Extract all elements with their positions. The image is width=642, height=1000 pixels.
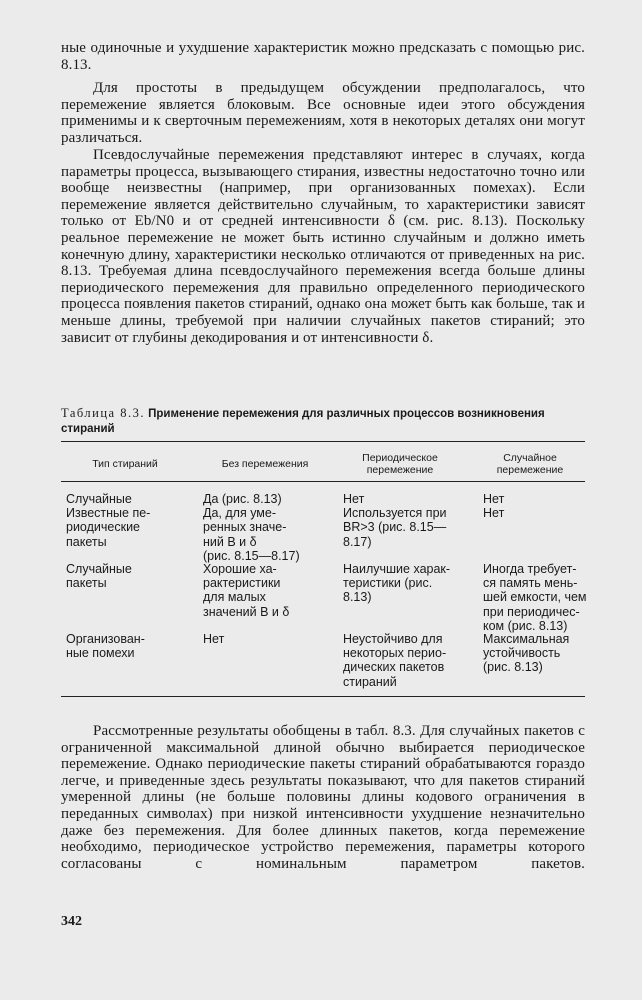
table-cell: Случайные Известные пе- риодические пакеты <box>66 492 151 549</box>
table-label: Таблица 8.3. <box>61 406 145 420</box>
table-cell: Максимальная устойчивость (рис. 8.13) <box>483 632 570 675</box>
table-cell: Организован- ные помехи <box>66 632 145 661</box>
table-top-rule <box>61 441 585 442</box>
paragraph-1: ные одиночные и ухудшение характеристик можно предсказать с помощью рис. 8.13. <box>61 40 585 73</box>
table-cell: Да (рис. 8.13) Да, для уме- ренных значе- ний B и δ (рис. 8.15—8.17) <box>203 492 300 563</box>
table-header-no-interleaving: Без перемежения <box>221 458 309 470</box>
table-cell: Случайные пакеты <box>66 562 132 591</box>
table-cell: Наилучшие харак- теристики (рис. 8.13) <box>343 562 451 605</box>
table-bottom-rule <box>61 696 585 697</box>
table-header-random: Случайное перемежение <box>496 452 564 476</box>
table-cell: Нет Используется при BR>3 (рис. 8.15— 8.17) <box>343 492 447 549</box>
table-cell: Неустойчиво для некоторых перио- дических пакетов стираний <box>343 632 447 689</box>
table-cell: Нет Нет <box>483 492 505 521</box>
table-header-periodic: Периодическое перемежение <box>362 452 438 476</box>
table-header-rule <box>61 481 585 482</box>
table-cell: Хорошие ха- рактеристики для малых значений B и δ <box>203 562 290 619</box>
table-caption <box>61 406 585 436</box>
table-cell: Нет <box>203 632 225 646</box>
table-header-erasure-type: Тип стираний <box>92 458 158 470</box>
paragraph-2: Для простоты в предыдущем обсуждении предполагалось, что перемежение является блоковым. Все основные идеи этого обсуждения применимы и к сверточным перемежениям, хотя в некоторых деталях они могут различаться. <box>61 80 585 146</box>
table-cell: Иногда требует- ся память мень- шей емкости, чем при периодичес- ком (рис. 8.13) <box>483 562 587 633</box>
paragraph-4: Рассмотренные результаты обобщены в табл. 8.3. Для случайных пакетов с ограниченной максимальной длиной обычно выбирается периодическое перемежение. Однако периодические пакеты стираний обрабатываются гораздо легче, и приведенные здесь результаты показывают, что для пакетов стираний умеренной длины (не больше половины длины кодового ограничения в переданных символах) при низкой интенсивности ухудшение незначительно даже без перемежения. Для более длинных пакетов, когда перемежение необходимо, периодическое устройство перемежения, параметры которого согласованы с номинальным параметром пакетов. <box>61 723 585 872</box>
table-title: Применение перемежения для различных процессов возникновения стираний <box>61 408 545 435</box>
paragraph-3: Псевдослучайные перемежения представляют интерес в случаях, когда параметры процесса, вызывающего стирания, известны недостаточно точно или вообще неизвестны (например, при организованных помехах). Если перемежение является действительно случайным, то характеристики зависят только от Eb/N0 и от средней интенсивности δ (см. рис. 8.13). Поскольку реальное перемежение не может быть истинно случайным и должно иметь конечную длину, характеристики несколько отличаются от приведенных на рис. 8.13. Требуемая длина псевдослучайного перемежения всегда больше длины периодического перемежения для правильно определенного периодического процесса появления пакетов стираний, однако она может быть как больше, так и меньше длины, требуемой при наличии случайных пакетов стираний; это зависит от глубины декодирования и от интенсивности δ. <box>61 147 585 346</box>
page-number: 342 <box>61 914 82 929</box>
